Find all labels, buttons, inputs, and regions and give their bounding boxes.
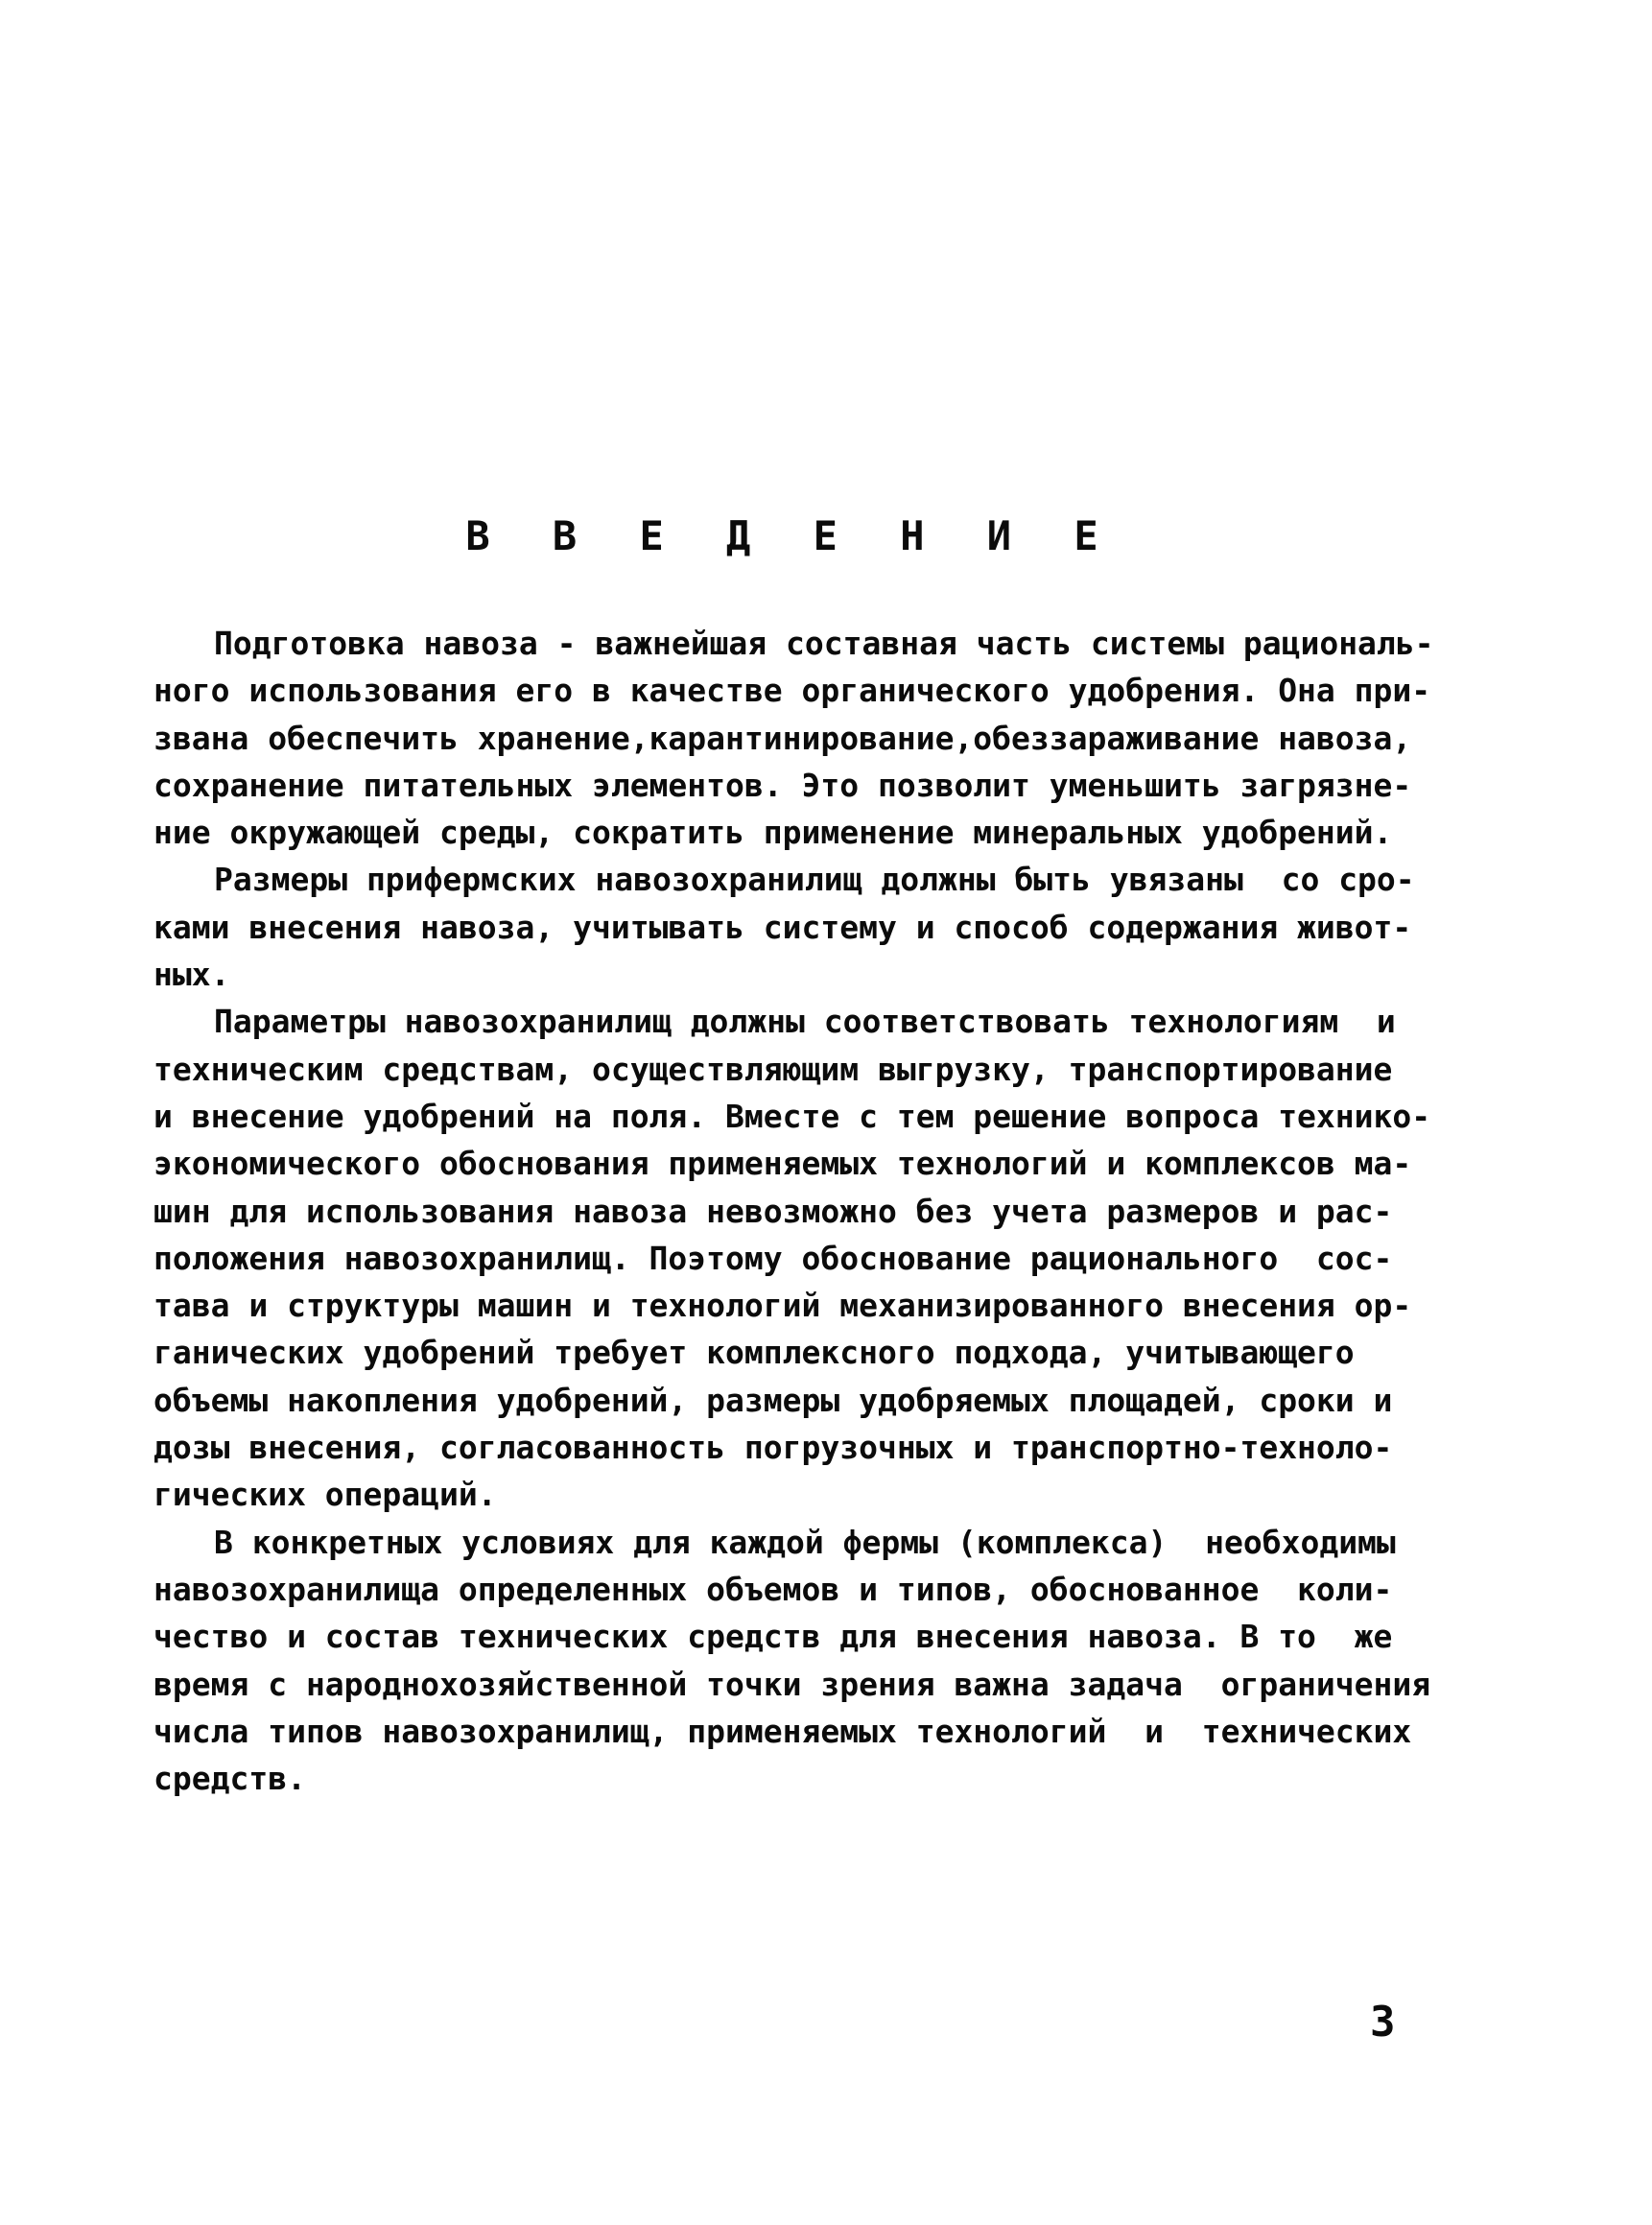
text-line: ных. — [153, 956, 230, 994]
paragraph-3 — [153, 998, 1458, 1518]
text-line: техническим средствам, осуществляющим выгрузку, транспортирование — [153, 1050, 1393, 1088]
text-line: чество и состав технических средств для внесения навоза. В то же — [153, 1618, 1393, 1656]
text-line: ками внесения навоза, учитывать систему и способ содержания живот- — [153, 908, 1412, 946]
text-line: звана обеспечить хранение,карантинирование,обеззараживание навоза, — [153, 719, 1412, 757]
text-line: экономического обоснования применяемых технологий и комплексов ма- — [153, 1145, 1412, 1183]
text-line: положения навозохранилищ. Поэтому обоснование рационального сос- — [153, 1239, 1393, 1277]
text-line: числа типов навозохранилищ, применяемых технологий и технических — [153, 1712, 1412, 1750]
text-line: ние окружающей среды, сократить применение минеральных удобрений. — [153, 814, 1393, 852]
text-line: средств. — [153, 1760, 306, 1798]
text-line: ного использования его в качестве органического удобрения. Она при- — [153, 672, 1431, 710]
page-title: В В Е Д Е Н И Е — [465, 512, 1118, 559]
paragraph-4 — [153, 1519, 1458, 1803]
text-line: навозохранилища определенных объемов и типов, обоснованное коли- — [153, 1570, 1393, 1608]
text-line: Параметры навозохранилищ должны соответствовать технологиям и — [214, 1003, 1396, 1041]
text-line: и внесение удобрений на поля. Вместе с тем решение вопроса технико- — [153, 1097, 1431, 1135]
text-line: сохранение питательных элементов. Это позволит уменьшить загрязне- — [153, 766, 1412, 804]
text-line: Подготовка навоза - важнейшая составная часть системы рациональ- — [214, 625, 1434, 662]
text-line: тава и структуры машин и технологий механизированного внесения ор- — [153, 1287, 1412, 1325]
text-line: объемы накопления удобрений, размеры удобряемых площадей, сроки и — [153, 1381, 1393, 1419]
paragraph-1 — [153, 620, 1458, 856]
paragraph-2 — [153, 856, 1458, 998]
text-line: гических операций. — [153, 1476, 497, 1514]
document-body — [153, 620, 1458, 1802]
text-line: время с народнохозяйственной точки зрения важна задача ограничения — [153, 1665, 1431, 1703]
text-line: ганических удобрений требует комплексного подхода, учитывающего — [153, 1334, 1355, 1372]
text-line: дозы внесения, согласованность погрузочных и транспортно-техноло- — [153, 1429, 1393, 1467]
text-line: В конкретных условиях для каждой фермы (комплекса) необходимы — [214, 1523, 1396, 1561]
text-line: шин для использования навоза невозможно без учета размеров и рас- — [153, 1192, 1393, 1230]
text-line: Размеры прифермских навозохранилищ должны быть увязаны со сро- — [214, 861, 1415, 899]
page-number: 3 — [1370, 1998, 1396, 2047]
